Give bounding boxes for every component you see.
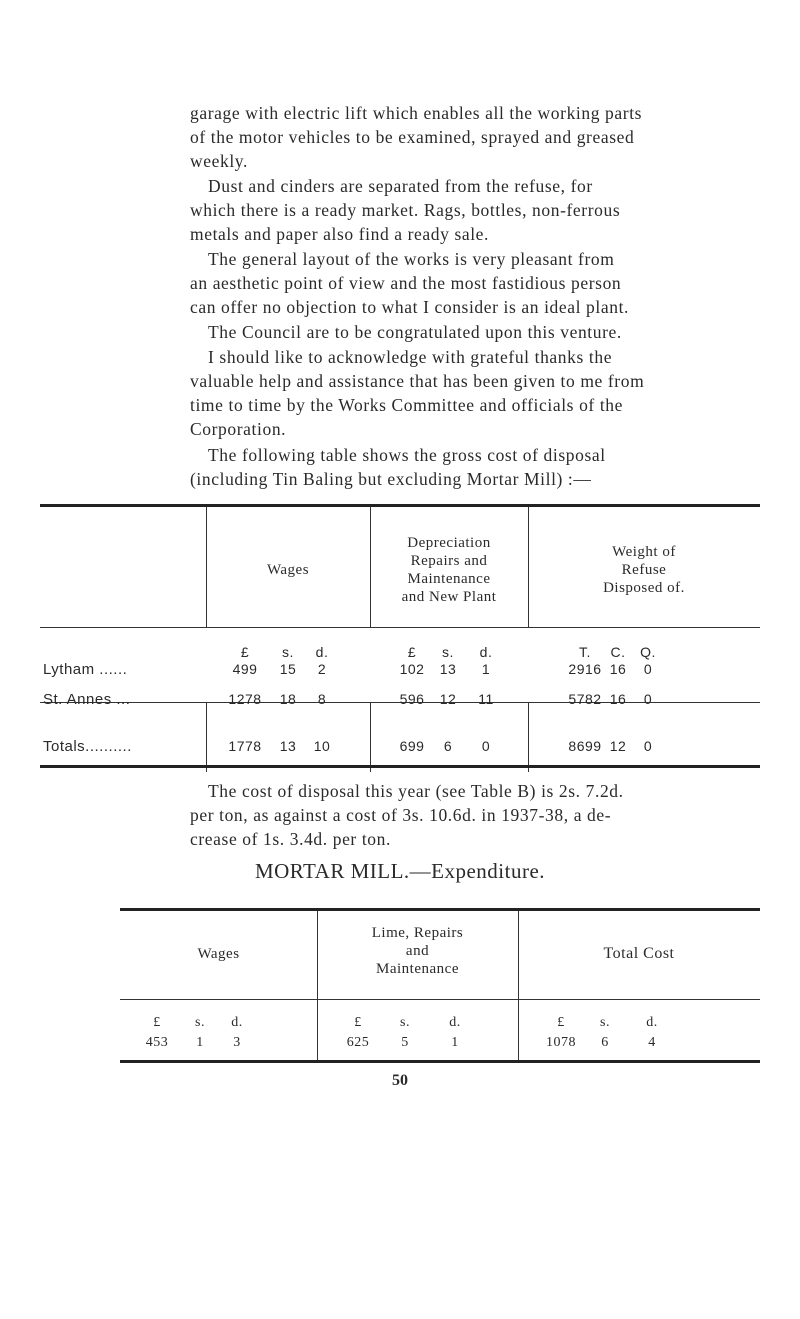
unit-label: T. xyxy=(579,644,591,660)
unit-label: d. xyxy=(315,644,329,660)
unit-label: C. xyxy=(610,644,626,660)
table-cell: 499 xyxy=(232,661,258,677)
table-cell: 5782 xyxy=(568,691,602,707)
unit-label: d. xyxy=(479,644,493,660)
table-cell: 2916 xyxy=(568,661,602,677)
header-weight xyxy=(528,543,760,597)
text-line: The following table shows the gross cost of disposal xyxy=(208,445,606,465)
header-total: Total Cost xyxy=(603,945,675,962)
section-heading: MORTAR MILL.—Expenditure. xyxy=(254,859,546,883)
unit-label: d. xyxy=(231,1015,243,1030)
header-line: Disposed of. xyxy=(603,580,685,596)
text-line: Corporation. xyxy=(190,419,287,439)
table-cell: 8 xyxy=(317,691,327,707)
table-cell: 0 xyxy=(643,661,653,677)
header-line: Lime, Repairs xyxy=(371,925,464,941)
text-line: The cost of disposal this year (see Table B) is 2s. 7.2d. xyxy=(208,781,624,801)
text-line: The general layout of the works is very pleasant from xyxy=(208,249,615,269)
table-cell: 4 xyxy=(648,1035,656,1050)
table-cell: 1 xyxy=(196,1035,204,1050)
table-rule xyxy=(120,908,760,911)
paragraph-4 xyxy=(208,320,768,344)
text-line: valuable help and assistance that has been given to me from xyxy=(190,371,645,391)
header-depreciation xyxy=(370,534,528,606)
unit-label: s. xyxy=(282,644,294,660)
unit-label: s. xyxy=(600,1015,610,1030)
text-line: weekly. xyxy=(190,151,248,171)
table-cell: 453 xyxy=(145,1035,169,1050)
text-line: metals and paper also find a ready sale. xyxy=(190,224,490,244)
table-rule xyxy=(40,627,760,628)
table-cell: 699 xyxy=(399,738,425,754)
unit-label: £ xyxy=(407,644,417,660)
table-cell: 596 xyxy=(399,691,425,707)
text-line: Dust and cinders are separated from the refuse, for xyxy=(208,176,593,196)
header-lime xyxy=(317,924,518,978)
table-cell: 12 xyxy=(609,738,627,754)
header-line: Depreciation xyxy=(407,535,491,551)
table-cell: 5 xyxy=(401,1035,409,1050)
table-cell: 2 xyxy=(317,661,327,677)
table-cell: 6 xyxy=(601,1035,609,1050)
text-line: crease of 1s. 3.4d. per ton. xyxy=(190,829,391,849)
text-line: I should like to acknowledge with grateful thanks the xyxy=(208,347,613,367)
table-rule xyxy=(40,504,760,507)
paragraph-6-cont xyxy=(190,467,750,491)
text-line: an aesthetic point of view and the most fastidious person xyxy=(190,273,622,293)
column-divider xyxy=(528,702,529,772)
table-cell: 16 xyxy=(609,691,627,707)
table-cell: 1 xyxy=(451,1035,459,1050)
table-cell: 10 xyxy=(313,738,331,754)
text-line: time to time by the Works Committee and officials of the xyxy=(190,395,623,415)
table-rule xyxy=(120,999,760,1000)
table-cell: 102 xyxy=(399,661,425,677)
text-line: garage with electric lift which enables all the working parts xyxy=(190,103,643,123)
table-cell: 6 xyxy=(443,738,453,754)
table-cell: 0 xyxy=(643,738,653,754)
paragraph-2-cont xyxy=(190,198,750,246)
paragraph-7-cont xyxy=(190,803,750,851)
text-line: (including Tin Baling but excluding Mortar Mill) :— xyxy=(190,469,592,489)
table-cell: 625 xyxy=(346,1035,370,1050)
unit-label: £ xyxy=(354,1015,362,1030)
table-rule xyxy=(40,765,760,768)
unit-label: £ xyxy=(153,1015,161,1030)
text-line: per ton, as against a cost of 3s. 10.6d. in 1937-38, a de- xyxy=(190,805,612,825)
table-rule xyxy=(120,1060,760,1063)
header-line: Weight of xyxy=(612,544,676,560)
unit-label: d. xyxy=(646,1015,658,1030)
table-cell: 1778 xyxy=(228,738,262,754)
unit-label: £ xyxy=(557,1015,565,1030)
unit-label: s. xyxy=(442,644,454,660)
unit-label: s. xyxy=(400,1015,410,1030)
column-divider xyxy=(518,1000,519,1060)
unit-label: s. xyxy=(195,1015,205,1030)
row-label: Lytham ...... xyxy=(43,661,128,678)
table-cell: 13 xyxy=(439,661,457,677)
table-cell: 1 xyxy=(481,661,491,677)
paragraph-2 xyxy=(208,174,768,198)
header-line: Maintenance xyxy=(376,961,459,977)
page-number: 50 xyxy=(392,1072,408,1089)
paragraph-3-cont xyxy=(190,271,750,319)
table-cell: 13 xyxy=(279,738,297,754)
paragraph-7 xyxy=(208,779,768,803)
table-cell: 3 xyxy=(233,1035,241,1050)
text-line: can offer no objection to what I consider is an ideal plant. xyxy=(190,297,630,317)
header-line: Refuse xyxy=(621,562,667,578)
header-line: Repairs and xyxy=(410,553,488,569)
table-cell: 18 xyxy=(279,691,297,707)
header-wages: Wages xyxy=(266,562,310,578)
table-cell: 15 xyxy=(279,661,297,677)
text-line: of the motor vehicles to be examined, sprayed and greased xyxy=(190,127,635,147)
paragraph-1 xyxy=(190,101,750,173)
column-divider xyxy=(317,1000,318,1060)
table-cell: 0 xyxy=(643,691,653,707)
header-line: and xyxy=(405,943,430,959)
paragraph-5 xyxy=(208,345,768,369)
header-line: and New Plant xyxy=(401,589,497,605)
paragraph-3 xyxy=(208,247,768,271)
table-cell: 0 xyxy=(481,738,491,754)
paragraph-6 xyxy=(208,443,768,467)
unit-label: d. xyxy=(449,1015,461,1030)
column-divider xyxy=(370,702,371,772)
table-cell: 11 xyxy=(478,691,494,707)
header-wages: Wages xyxy=(197,946,240,962)
header-line: Maintenance xyxy=(407,571,491,587)
table-cell: 1078 xyxy=(546,1035,576,1050)
row-label: Totals.......... xyxy=(43,738,132,755)
row-label: St. Annes ... xyxy=(43,691,131,708)
paragraph-5-cont xyxy=(190,369,750,441)
unit-label: Q. xyxy=(640,644,656,660)
table-cell: 16 xyxy=(609,661,627,677)
table-cell: 8699 xyxy=(568,738,602,754)
table-cell: 12 xyxy=(439,691,457,707)
table-cell: 1278 xyxy=(228,691,262,707)
column-divider xyxy=(206,702,207,772)
text-line: The Council are to be congratulated upon this venture. xyxy=(208,322,622,342)
unit-label: £ xyxy=(240,644,250,660)
text-line: which there is a ready market. Rags, bottles, non-ferrous xyxy=(190,200,621,220)
